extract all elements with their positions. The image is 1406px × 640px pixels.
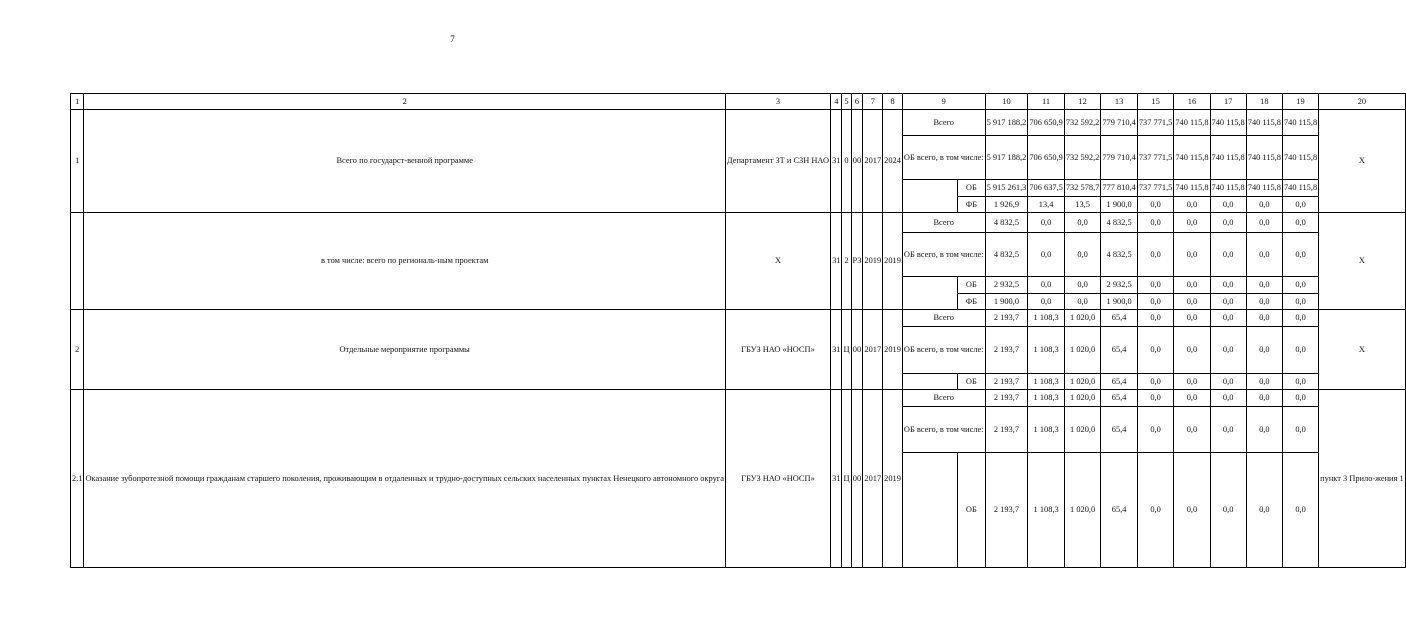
header-cell: 12: [1064, 94, 1101, 110]
event-name: Оказание зубопротезной помощи гражданам старшего поколения, проживающим в отдаленных и трудно-доступных сельских населенных пунктах Ненецкого автономного округа: [84, 390, 725, 568]
value-col13: 779 710,4: [1101, 136, 1138, 180]
value-col15: 0,0: [1137, 213, 1174, 233]
value-col16: 0,0: [1174, 327, 1210, 374]
value-col12: 732 592,2: [1064, 110, 1101, 136]
row-number: [71, 213, 84, 310]
header-cell: 19: [1282, 94, 1318, 110]
end-year: 2024: [883, 110, 903, 213]
header-cell: 16: [1174, 94, 1210, 110]
value-col17: 0,0: [1210, 213, 1246, 233]
value-col17: 0,0: [1210, 310, 1246, 327]
header-cell: 13: [1101, 94, 1138, 110]
funding-source: ФБ: [958, 294, 985, 310]
start-year: 2017: [863, 310, 883, 390]
value-col16: 740 115,8: [1174, 110, 1210, 136]
value-col17: 0,0: [1210, 294, 1246, 310]
row-number: 2.1: [71, 390, 84, 568]
header-cell: 20: [1319, 94, 1406, 110]
value-col10: 4 832,5: [985, 233, 1028, 277]
value-col11: 1 108,3: [1028, 390, 1065, 407]
value-col10: 2 193,7: [985, 310, 1028, 327]
value-col16: 0,0: [1174, 233, 1210, 277]
value-col10: 2 193,7: [985, 407, 1028, 453]
table-row: [71, 310, 1406, 327]
value-col12: 1 020,0: [1064, 310, 1101, 327]
value-col11: 706 650,9: [1028, 110, 1065, 136]
value-col19: 0,0: [1282, 407, 1318, 453]
value-col19: 740 115,8: [1282, 136, 1318, 180]
value-col12: 1 020,0: [1064, 390, 1101, 407]
value-col16: 0,0: [1174, 453, 1210, 568]
value-col11: 0,0: [1028, 294, 1065, 310]
reference-col20: Х: [1319, 213, 1406, 310]
value-col19: 0,0: [1282, 213, 1318, 233]
value-col13: 779 710,4: [1101, 110, 1138, 136]
header-cell: 11: [1028, 94, 1065, 110]
value-col11: 0,0: [1028, 213, 1065, 233]
value-col16: 0,0: [1174, 374, 1210, 390]
value-col10: 2 932,5: [985, 277, 1028, 294]
value-col16: 0,0: [1174, 407, 1210, 453]
funding-source: ОБ: [958, 453, 985, 568]
code-col6: 00: [851, 390, 863, 568]
value-col12: 0,0: [1064, 294, 1101, 310]
code-col6: 00: [851, 310, 863, 390]
start-year: 2017: [863, 390, 883, 568]
code-col4: 31: [831, 213, 842, 310]
value-col12: 1 020,0: [1064, 327, 1101, 374]
header-row: [71, 94, 1406, 110]
value-col19: 0,0: [1282, 294, 1318, 310]
value-col15: 0,0: [1137, 233, 1174, 277]
value-col13: 2 932,5: [1101, 277, 1138, 294]
value-col17: 740 115,8: [1210, 180, 1246, 197]
value-col16: 0,0: [1174, 294, 1210, 310]
value-col17: 0,0: [1210, 407, 1246, 453]
reference-col20: Х: [1319, 310, 1406, 390]
value-col18: 0,0: [1246, 327, 1282, 374]
reference-col20: пункт 3 Прило-жения 1: [1319, 390, 1406, 568]
value-col18: 740 115,8: [1246, 180, 1282, 197]
code-col4: 31: [831, 110, 842, 213]
start-year: 2017: [863, 110, 883, 213]
header-cell: 2: [84, 94, 725, 110]
value-col11: 706 637,5: [1028, 180, 1065, 197]
value-col19: 0,0: [1282, 327, 1318, 374]
value-col10: 1 900,0: [985, 294, 1028, 310]
value-col13: 65,4: [1101, 310, 1138, 327]
table-row: [71, 110, 1406, 136]
responsible-executor: Х: [725, 213, 830, 310]
code-col5: 0: [842, 110, 851, 213]
value-col11: 1 108,3: [1028, 310, 1065, 327]
value-col16: 0,0: [1174, 390, 1210, 407]
value-col19: 0,0: [1282, 310, 1318, 327]
value-col10: 2 193,7: [985, 327, 1028, 374]
value-col18: 0,0: [1246, 277, 1282, 294]
value-col19: 0,0: [1282, 277, 1318, 294]
header-cell: 6: [851, 94, 863, 110]
value-col11: 706 650,9: [1028, 136, 1065, 180]
value-col18: 0,0: [1246, 233, 1282, 277]
value-col11: 1 108,3: [1028, 407, 1065, 453]
value-col16: 0,0: [1174, 197, 1210, 213]
funding-source: ОБ всего, в том числе:: [902, 233, 985, 277]
responsible-executor: ГБУЗ НАО «НОСП»: [725, 390, 830, 568]
value-col12: 732 578,7: [1064, 180, 1101, 197]
value-col12: 1 020,0: [1064, 407, 1101, 453]
start-year: 2019: [863, 213, 883, 310]
row-number: 1: [71, 110, 84, 213]
value-col19: 0,0: [1282, 197, 1318, 213]
value-col13: 65,4: [1101, 453, 1138, 568]
value-col10: 1 926,9: [985, 197, 1028, 213]
value-col13: 777 810,4: [1101, 180, 1138, 197]
header-cell: 10: [985, 94, 1028, 110]
event-name: Отдельные мероприятие программы: [84, 310, 725, 390]
value-col11: 0,0: [1028, 233, 1065, 277]
value-col11: 13,4: [1028, 197, 1065, 213]
value-col13: 4 832,5: [1101, 213, 1138, 233]
value-col10: 2 193,7: [985, 374, 1028, 390]
value-col15: 737 771,5: [1137, 110, 1174, 136]
reference-col20: Х: [1319, 110, 1406, 213]
value-col11: 1 108,3: [1028, 374, 1065, 390]
header-cell: 7: [863, 94, 883, 110]
value-col10: 2 193,7: [985, 390, 1028, 407]
header-cell: 18: [1246, 94, 1282, 110]
funding-source: Всего: [902, 110, 985, 136]
value-col13: 4 832,5: [1101, 233, 1138, 277]
value-col13: 65,4: [1101, 374, 1138, 390]
value-col12: 13,5: [1064, 197, 1101, 213]
value-col16: 740 115,8: [1174, 180, 1210, 197]
funding-source: Всего: [902, 390, 985, 407]
value-col19: 0,0: [1282, 453, 1318, 568]
responsible-executor: Департамент ЗТ и СЗН НАО: [725, 110, 830, 213]
header-cell: 1: [71, 94, 84, 110]
funding-source: Всего: [902, 213, 985, 233]
event-name: Всего по государст-венной программе: [84, 110, 725, 213]
value-col13: 65,4: [1101, 407, 1138, 453]
funding-source: Всего: [902, 310, 985, 327]
header-cell: 15: [1137, 94, 1174, 110]
header-cell: 9: [902, 94, 985, 110]
value-col17: 0,0: [1210, 197, 1246, 213]
value-col18: 740 115,8: [1246, 136, 1282, 180]
value-col15: 0,0: [1137, 390, 1174, 407]
code-col5: 2: [842, 213, 851, 310]
code-col5: Ц: [842, 390, 851, 568]
value-col18: 0,0: [1246, 294, 1282, 310]
header-cell: 17: [1210, 94, 1246, 110]
funding-source: ОБ: [958, 277, 985, 294]
table-row: [71, 390, 1406, 407]
funding-source: ОБ: [958, 180, 985, 197]
value-col18: 740 115,8: [1246, 110, 1282, 136]
value-col13: 1 900,0: [1101, 197, 1138, 213]
end-year: 2019: [883, 213, 903, 310]
header-cell: 8: [883, 94, 903, 110]
value-col15: 0,0: [1137, 327, 1174, 374]
funding-source-indent: [902, 374, 957, 390]
value-col16: 0,0: [1174, 277, 1210, 294]
header-cell: 3: [725, 94, 830, 110]
value-col18: 0,0: [1246, 374, 1282, 390]
responsible-executor: ГБУЗ НАО «НОСП»: [725, 310, 830, 390]
value-col19: 0,0: [1282, 374, 1318, 390]
code-col4: 31: [831, 390, 842, 568]
code-col6: Р3: [851, 213, 863, 310]
value-col15: 0,0: [1137, 310, 1174, 327]
value-col13: 65,4: [1101, 390, 1138, 407]
value-col18: 0,0: [1246, 453, 1282, 568]
code-col5: Ц: [842, 310, 851, 390]
value-col18: 0,0: [1246, 213, 1282, 233]
value-col11: 1 108,3: [1028, 453, 1065, 568]
value-col15: 0,0: [1137, 277, 1174, 294]
end-year: 2019: [883, 390, 903, 568]
value-col12: 1 020,0: [1064, 453, 1101, 568]
funding-source-indent: [902, 453, 957, 568]
value-col15: 0,0: [1137, 407, 1174, 453]
value-col17: 740 115,8: [1210, 110, 1246, 136]
program-funding-table: [70, 93, 1406, 568]
value-col17: 0,0: [1210, 327, 1246, 374]
value-col17: 0,0: [1210, 374, 1246, 390]
value-col12: 0,0: [1064, 277, 1101, 294]
value-col19: 740 115,8: [1282, 180, 1318, 197]
funding-source: ОБ: [958, 374, 985, 390]
value-col18: 0,0: [1246, 407, 1282, 453]
page-number: 7: [450, 34, 455, 44]
value-col15: 0,0: [1137, 294, 1174, 310]
value-col13: 65,4: [1101, 327, 1138, 374]
table-row: [71, 213, 1406, 233]
value-col11: 0,0: [1028, 277, 1065, 294]
value-col10: 5 917 188,2: [985, 110, 1028, 136]
header-cell: 5: [842, 94, 851, 110]
value-col10: 5 917 188,2: [985, 136, 1028, 180]
value-col17: 0,0: [1210, 453, 1246, 568]
code-col4: 31: [831, 310, 842, 390]
value-col15: 0,0: [1137, 374, 1174, 390]
value-col12: 0,0: [1064, 213, 1101, 233]
value-col19: 740 115,8: [1282, 110, 1318, 136]
header-cell: 4: [831, 94, 842, 110]
value-col11: 1 108,3: [1028, 327, 1065, 374]
value-col17: 0,0: [1210, 233, 1246, 277]
value-col16: 0,0: [1174, 213, 1210, 233]
value-col18: 0,0: [1246, 310, 1282, 327]
value-col18: 0,0: [1246, 197, 1282, 213]
value-col10: 2 193,7: [985, 453, 1028, 568]
value-col17: 0,0: [1210, 277, 1246, 294]
value-col12: 1 020,0: [1064, 374, 1101, 390]
value-col16: 0,0: [1174, 310, 1210, 327]
value-col18: 0,0: [1246, 390, 1282, 407]
funding-source-indent: [902, 180, 957, 213]
funding-source-indent: [902, 277, 957, 310]
value-col13: 1 900,0: [1101, 294, 1138, 310]
funding-source: ОБ всего, в том числе:: [902, 407, 985, 453]
code-col6: 00: [851, 110, 863, 213]
row-number: 2: [71, 310, 84, 390]
funding-source: ОБ всего, в том числе:: [902, 136, 985, 180]
value-col17: 740 115,8: [1210, 136, 1246, 180]
funding-source: ФБ: [958, 197, 985, 213]
value-col12: 732 592,2: [1064, 136, 1101, 180]
value-col10: 5 915 261,3: [985, 180, 1028, 197]
value-col12: 0,0: [1064, 233, 1101, 277]
end-year: 2019: [883, 310, 903, 390]
value-col19: 0,0: [1282, 233, 1318, 277]
value-col15: 737 771,5: [1137, 180, 1174, 197]
value-col19: 0,0: [1282, 390, 1318, 407]
event-name: в том числе: всего по региональ-ным проектам: [84, 213, 725, 310]
funding-source: ОБ всего, в том числе:: [902, 327, 985, 374]
value-col17: 0,0: [1210, 390, 1246, 407]
value-col15: 0,0: [1137, 453, 1174, 568]
value-col10: 4 832,5: [985, 213, 1028, 233]
value-col15: 0,0: [1137, 197, 1174, 213]
value-col16: 740 115,8: [1174, 136, 1210, 180]
value-col15: 737 771,5: [1137, 136, 1174, 180]
